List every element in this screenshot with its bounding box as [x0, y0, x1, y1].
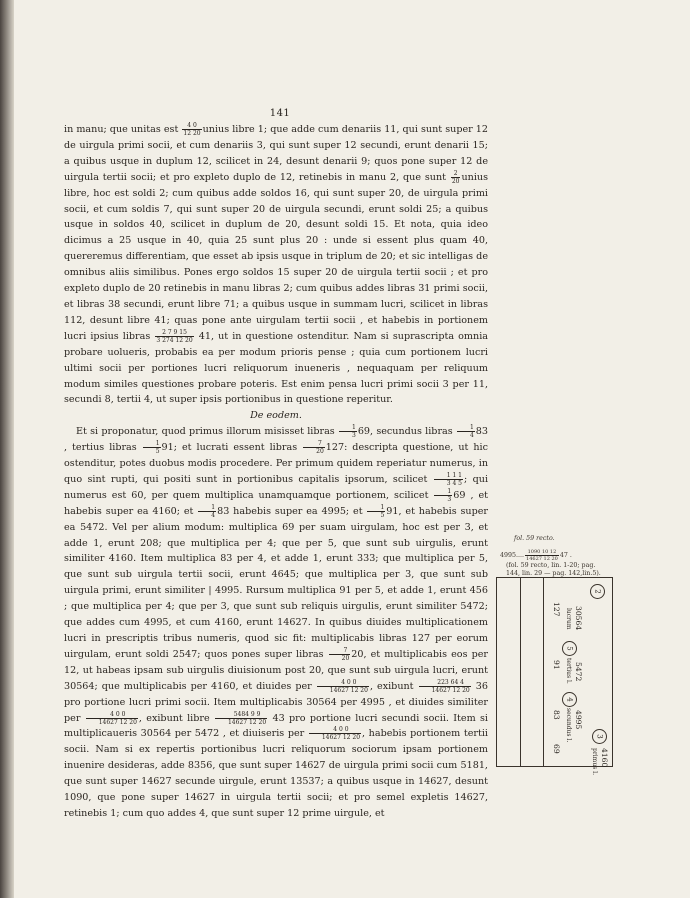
fraction: $\frac{4 0 0}{14627 12 20}$ [309, 726, 361, 741]
table-cap-1: 69 [552, 744, 561, 754]
table-value-lucrum: 30564 [574, 606, 583, 631]
book-binding-shadow [0, 0, 14, 898]
fraction: $\frac{1 1 1}{3 4 5}$ [434, 472, 463, 487]
table-value-3: 5472 [574, 662, 583, 682]
fraction: $\frac{4 0 0}{14627 12 20}$ [317, 679, 369, 694]
table-label-2: secundus l. [565, 708, 572, 743]
fraction: $\frac{1}{5}$ [143, 440, 161, 455]
table-circle-1: 2 [590, 584, 605, 599]
fraction: $\frac{5484 9 9}{14627 12 20}$ [215, 711, 267, 726]
fraction: $\frac{2}{20}$ [451, 169, 460, 185]
margin-reference: fol. 59 recto. [514, 535, 555, 542]
section-heading: De eodem. [250, 410, 302, 422]
rotated-proportion-table [496, 577, 613, 775]
fraction: $\frac{1}{3}$ [339, 424, 357, 439]
fraction: $\frac{1}{3}$ [434, 488, 452, 503]
paragraph-1: in manu; que unitas est $\frac{4 0}{12 20}$ unius libre 1; que adde cum denariis 11, qui sunt super 12 de uirgula primi socii, et cum denariis 3, qui sunt super 12 secundi, erunt denarii 15; a quibus usque in duplum 12, scilicet in 24, desunt denarii 9; quos pone super 12 de uirgula tertii socii; et pro expleto duplo de 12, retinebis in manu 2, que sunt $\frac{2}{20}$ unius libre, hoc est soldi 2; cum quibus adde soldos 16, qui sunt super 20, de uirgula primi socii, et cum soldis 7, qui sunt super 20 de uirgula secundi, erunt soldi 25; a quibus usque in soldos 40, scilicet in duplum de 20, desunt soldi 15. Et nota, quia ideo dicimus a 25 usque in 40, quia 25 sunt plus 20 : unde si essent plus quam 40, quereremus differentiam, que esset ab ipsis usque in triplum de 20; et sic intelligas de omnibus aliis similibus. Pones ergo soldos 15 super 20 de uirgula tertii socii ; et pro expleto duplo de 20 retinebis in manu libras 2; cum quibus addes libras 31 primi socii, et libras 38 secundi, erunt libre 71; a quibus usque in summam lucri, scilicet in libras 112, desunt libre 41; quas pone ante uirgulam tertii socii , et habebis in portionem lucri ipsius libras $\frac{2 7 9 15}{3 274 12 20}$ 41, ut in questione ostenditur. Nam si suprascripta omnia probare uolueris, probabis ea per modum prioris pense ; quia cum portionem lucri ultimi socii per portiones lucri reliquorum inueneris , nequaquam per reliquum modum similes questiones probare poteris. Est enim pensa lucri primi socii 3 per 11, secundi 8, tertii 4, ut super ipsis portionibus in questione reperitur. [64, 122, 488, 406]
table-cap-lucrum: 127 [552, 602, 561, 617]
table-label-lucrum: lucrum [565, 608, 572, 630]
page-number: 141 [269, 108, 291, 119]
table-circle-4: 3 [592, 729, 607, 744]
table-circle-2: 5 [562, 641, 577, 656]
fraction: $\frac{1}{4}$ [198, 504, 216, 519]
fraction: $\frac{7}{20}$ [303, 440, 325, 455]
fraction: $\frac{2 7 9 15}{3 274 12 20}$ [156, 328, 193, 344]
fraction: $\frac{1}{5}$ [367, 504, 385, 519]
table-circle-3: 4 [562, 692, 577, 707]
fraction: $\frac{7}{20}$ [329, 647, 351, 662]
margin-equation: 4995.... $\frac{1090 10 12}{14627 12 20}$ 47 . [500, 549, 572, 562]
margin-source-2: 144, lin. 29 — pag. 142,lin.5). [506, 570, 601, 577]
paragraph-2: Et si proponatur, quod primus illorum misisset libras $\frac{1}{3}$ 69, secundus libras $\frac{1}{4}$ 83 , tertius libras $\frac{1}{5}$ 91; et lucrati essent libras $\frac{7}{20}$ 127: descripta questione, ut hic ostenditur, potes duobus modis procedere. Per primum quidem reperiatur numerus, in quo sint rupti, qui positi sunt in portionibus capitalis ipsorum, scilicet $\frac{1 1 1}{3 4 5}$ ; qui numerus est 60, per quem multiplica unamquamque portionem, scilicet $\frac{1}{3}$ 69 , et habebis super ea 4160; et $\frac{1}{4}$ 83 habebis super ea 4995; et $\frac{1}{5}$ 91, et habebis super ea 5472. Vel per alium modum: multiplica 69 per suam uirgulam, hoc est per 3, et adde 1, erunt 208; que multiplica per 4; que per 5, que sunt sub uirgulis, erunt similiter 4160. Item multiplica 83 per 4, et adde 1, erunt 333; que multiplica per 5, que sunt sub uirgula tertii socii, erunt 4645; que multiplica per 3, que sunt sub uirgula primi, erunt similiter | 4995. Rursum multiplica 91 per 5, et adde 1, erunt 456 ; que multiplica per 4; que per 3, que sunt sub reliquis uirgulis, erunt similiter 5472; que addes cum 4995, et cum 4160, erunt 14627. In quibus diuides multiplicationem lucri in prescriptis tribus numeris, quod sic fit: multiplicabis libras 127 per eorum uirgulam, erunt soldi 2547; quos pones super libras $\frac{7}{20}$ 20, et multiplicabis eos per 12, ut habeas ipsam sub uirgulis diuisionum post 20, que sunt sub uirgula lucri, erunt 30564; que multiplicabis per 4160, et diuides per $\frac{4 0 0}{14627 12 20}$ , exibunt $\frac{223 64 4}{14627 12 20}$ 36 pro portione lucri primi socii. Item multiplicabis 30564 per 4995 , et diuides similiter per $\frac{4 0 0}{14627 12 20}$ , exibunt libre $\frac{5484 9 9}{14627 12 20}$ 43 pro portione lucri secundi socii. Item si multiplicaueris 30564 per 5472 , et diuiseris per $\frac{4 0 0}{14627 12 20}$ , habebis portionem tertii socii. Nam si ex repertis portionibus lucri reliquorum sociorum ipsam portionem inuenire desideras, adde 8356, que sunt super 14627 de uirgula primi socii cum 5181, que sunt super 14627 secunde uirgule, erunt 13537; a quibus usque in 14627, desunt 1090, que pone super 14627 in uirgula tertii socii; et pro semel expletis 14627, retinebis 1; cum quo addes 4, que sunt super 12 prime uirgule, et [64, 424, 489, 819]
table-col-left [497, 578, 521, 766]
margin-source-1: (fol. 59 recto, lin. 1-20; pag. [506, 562, 596, 569]
table-value-1: 4160 [600, 748, 609, 768]
margin-note [500, 535, 620, 578]
fraction: $\frac{4 0 0}{14627 12 20}$ [86, 711, 138, 726]
table-cap-3: 91 [552, 660, 561, 670]
table-col-2 [520, 578, 544, 766]
table-label-3: tertius l. [565, 658, 572, 684]
table-cap-2: 83 [552, 710, 561, 720]
fraction: $\frac{1}{4}$ [457, 424, 475, 439]
table-label-1: primus l. [591, 748, 598, 775]
main-text-block [64, 122, 488, 822]
table-value-2: 4995 [574, 710, 583, 730]
fraction: $\frac{223 64 4}{14627 12 20}$ [419, 679, 471, 694]
fraction: $\frac{4 0}{12 20}$ [183, 122, 201, 137]
